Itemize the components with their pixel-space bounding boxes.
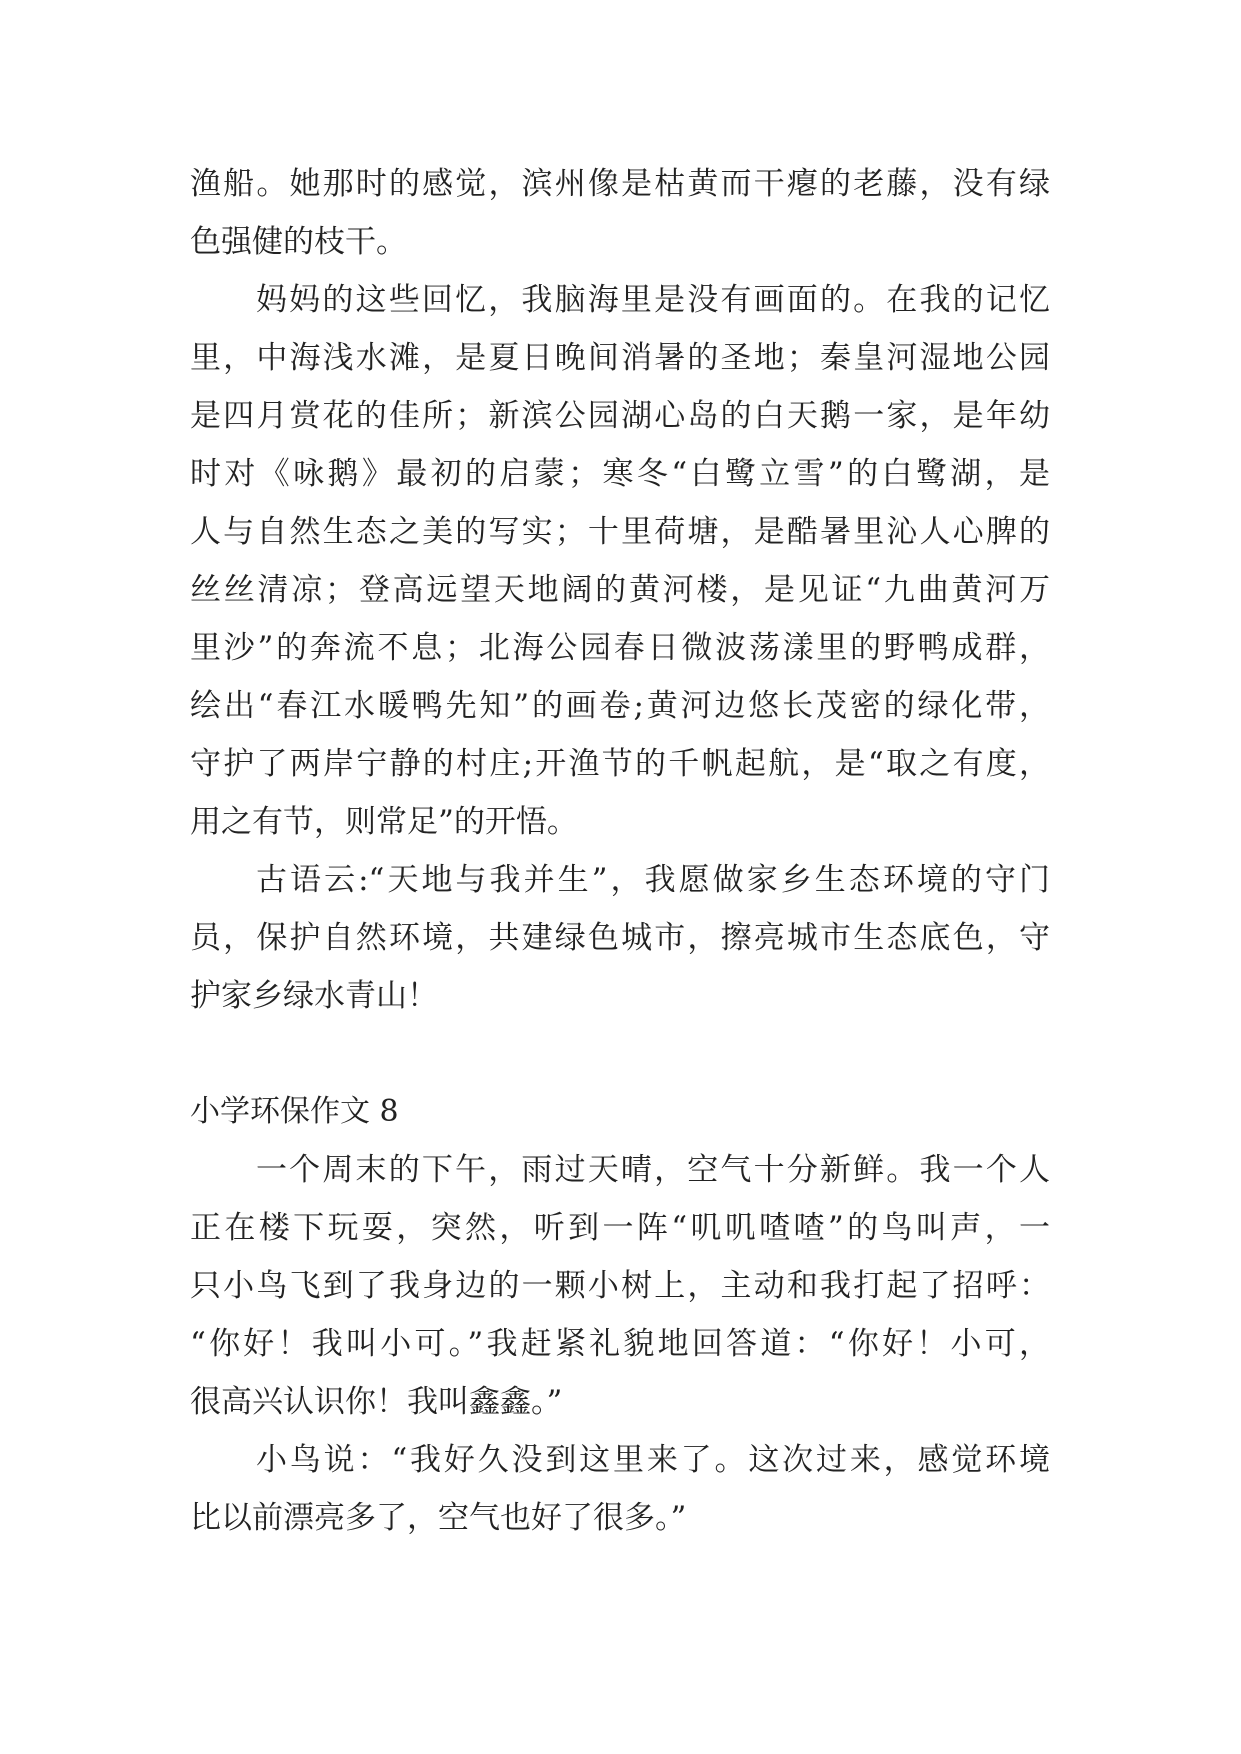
paragraph-5-line-2: 比以前漂亮多了，空气也好了很多。” [190,1500,687,1536]
paragraph-3-line-2: 员，保护自然环境，共建绿色城市，擦亮城市生态底色，守 [190,920,1050,956]
paragraph-2-line-2: 里，中海浅水滩，是夏日晚间消暑的圣地；秦皇河湿地公园 [190,340,1050,376]
paragraph-2-line-5: 人与自然生态之美的写实；十里荷塘，是酷暑里沁人心脾的 [190,514,1050,550]
paragraph-3-line-1: 古语云:“天地与我并生”，我愿做家乡生态环境的守门 [256,862,1050,898]
paragraph-4-line-1: 一个周末的下午，雨过天晴，空气十分新鲜。我一个人 [256,1152,1050,1188]
paragraph-2-line-10: 用之有节，则常足”的开悟。 [190,804,578,840]
paragraph-2-line-8: 绘出“春江水暖鸭先知”的画卷;黄河边悠长茂密的绿化带， [190,688,1050,724]
paragraph-4-line-4: “你好！我叫小可。”我赶紧礼貌地回答道：“你好！小可， [190,1326,1050,1362]
paragraph-3-line-3: 护家乡绿水青山！ [190,978,438,1014]
section-heading: 小学环保作文 8 [190,1094,399,1129]
paragraph-2-line-1: 妈妈的这些回忆，我脑海里是没有画面的。在我的记忆 [256,282,1050,318]
paragraph-4-line-2: 正在楼下玩耍，突然，听到一阵“叽叽喳喳”的鸟叫声，一 [190,1210,1050,1246]
paragraph-2-line-4: 时对《咏鹅》最初的启蒙；寒冬“白鹭立雪”的白鹭湖，是 [190,456,1050,492]
paragraph-4-line-3: 只小鸟飞到了我身边的一颗小树上，主动和我打起了招呼： [190,1268,1050,1304]
paragraph-4-line-5: 很高兴认识你！我叫鑫鑫。” [190,1384,563,1420]
paragraph-2-line-7: 里沙”的奔流不息；北海公园春日微波荡漾里的野鸭成群， [190,630,1050,666]
paragraph-2-line-6: 丝丝清凉；登高远望天地阔的黄河楼，是见证“九曲黄河万 [190,572,1050,608]
paragraph-1-line-2: 色强健的枝干。 [190,224,407,260]
paragraph-5-line-1: 小鸟说：“我好久没到这里来了。这次过来，感觉环境 [256,1442,1050,1478]
paragraph-2-line-9: 守护了两岸宁静的村庄;开渔节的千帆起航，是“取之有度， [190,746,1050,782]
paragraph-2-line-3: 是四月赏花的佳所；新滨公园湖心岛的白天鹅一家，是年幼 [190,398,1050,434]
paragraph-1-line-1: 渔船。她那时的感觉，滨州像是枯黄而干瘪的老藤，没有绿 [190,166,1050,202]
